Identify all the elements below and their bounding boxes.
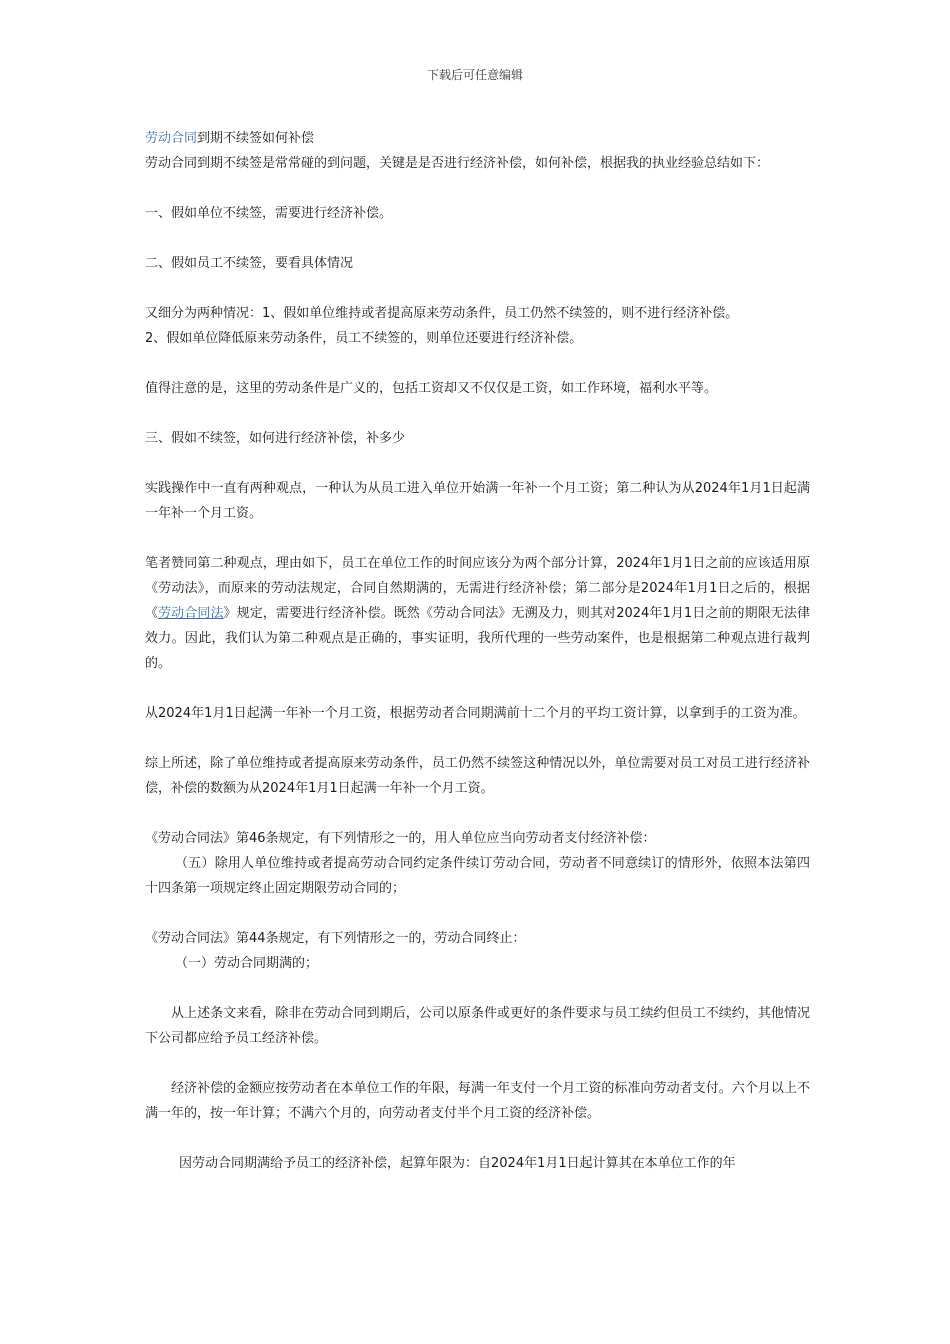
reasoning-paragraph	[145, 551, 810, 676]
point-three: 三、假如不续签，如何进行经济补偿，补多少	[145, 431, 406, 446]
labor-contract-law-link[interactable]: 劳动合同法	[158, 606, 224, 621]
viewpoints-paragraph: 实践操作中一直有两种观点，一种认为从员工进入单位开始满一年补一个月工资；第二种认为从2024年1月1日起满一年补一个月工资。	[145, 481, 810, 521]
start-year-paragraph: 因劳动合同期满给予员工的经济补偿，起算年限为：自2024年1月1日起计算其在本单位工作的年	[179, 1156, 736, 1171]
title-text: 到期不续签如何补偿	[197, 131, 315, 146]
point-two-case-two: 2、假如单位降低原来劳动条件，员工不续签的，则单位还要进行经济补偿。	[145, 331, 583, 346]
interpretation-paragraph: 从上述条文来看，除非在劳动合同到期后，公司以原条件或更好的条件要求与员工续约但员工不续约，其他情况下公司都应给予员工经济补偿。	[145, 1006, 810, 1046]
article-body	[145, 126, 810, 1176]
article-46-item-five: （五）除用人单位维持或者提高劳动合同约定条件续订劳动合同，劳动者不同意续订的情形外，依照本法第四十四条第一项规定终止固定期限劳动合同的；	[145, 856, 810, 896]
title-link[interactable]: 劳动合同	[145, 131, 198, 146]
calculation-paragraph: 从2024年1月1日起满一年补一个月工资，根据劳动者合同期满前十二个月的平均工资计算，以拿到手的工资为准。	[145, 706, 806, 721]
page-header-note: 下载后可任意编辑	[426, 68, 523, 82]
article-title	[145, 126, 810, 151]
summary-paragraph: 综上所述，除了单位维持或者提高原来劳动条件，员工仍然不续签这种情况以外，单位需要对员工对员工进行经济补偿，补偿的数额为从2024年1月1日起满一年补一个月工资。	[145, 756, 810, 796]
intro-paragraph: 劳动合同到期不续签是常常碰的到问题，关键是是否进行经济补偿，如何补偿，根据我的执业经验总结如下：	[145, 156, 770, 171]
article-44-paragraph: 《劳动合同法》第44条规定，有下列情形之一的，劳动合同终止：	[145, 931, 526, 946]
point-two: 二、假如员工不续签，要看具体情况	[145, 256, 354, 271]
point-two-case-one: 又细分为两种情况：1、假如单位维持或者提高原来劳动条件，员工仍然不续签的，则不进行经济补偿。	[145, 306, 739, 321]
article-44-item-one: （一）劳动合同期满的；	[175, 956, 319, 971]
point-one: 一、假如单位不续签，需要进行经济补偿。	[145, 206, 393, 221]
compensation-amount-paragraph: 经济补偿的金额应按劳动者在本单位工作的年限，每满一年支付一个月工资的标准向劳动者支付。六个月以上不满一年的，按一年计算；不满六个月的，向劳动者支付半个月工资的经济补偿。	[145, 1081, 810, 1121]
reasoning-text-1: 笔者赞同第二种观点，理由如下，员工在单位工作的时间应该分为两个部分计算，2024年1月1日之前的应该适用原《劳动法》，而原来的劳动法规定，合同自然期满的，无需进行经济补偿；第二部分是2024年1月1日之后的，根据《	[145, 556, 810, 621]
reasoning-text-2: 》规定，需要进行经济补偿。既然《劳动合同法》无溯及力，则其对2024年1月1日之前的期限无法律效力。因此，我们认为第二种观点是正确的，事实证明，我所代理的一些劳动案件，也是根据第二种观点进行裁判的。	[145, 606, 810, 671]
note-paragraph: 值得注意的是，这里的劳动条件是广义的，包括工资却又不仅仅是工资，如工作环境，福利水平等。	[145, 381, 718, 396]
article-46-paragraph: 《劳动合同法》第46条规定，有下列情形之一的，用人单位应当向劳动者支付经济补偿：	[145, 831, 656, 846]
